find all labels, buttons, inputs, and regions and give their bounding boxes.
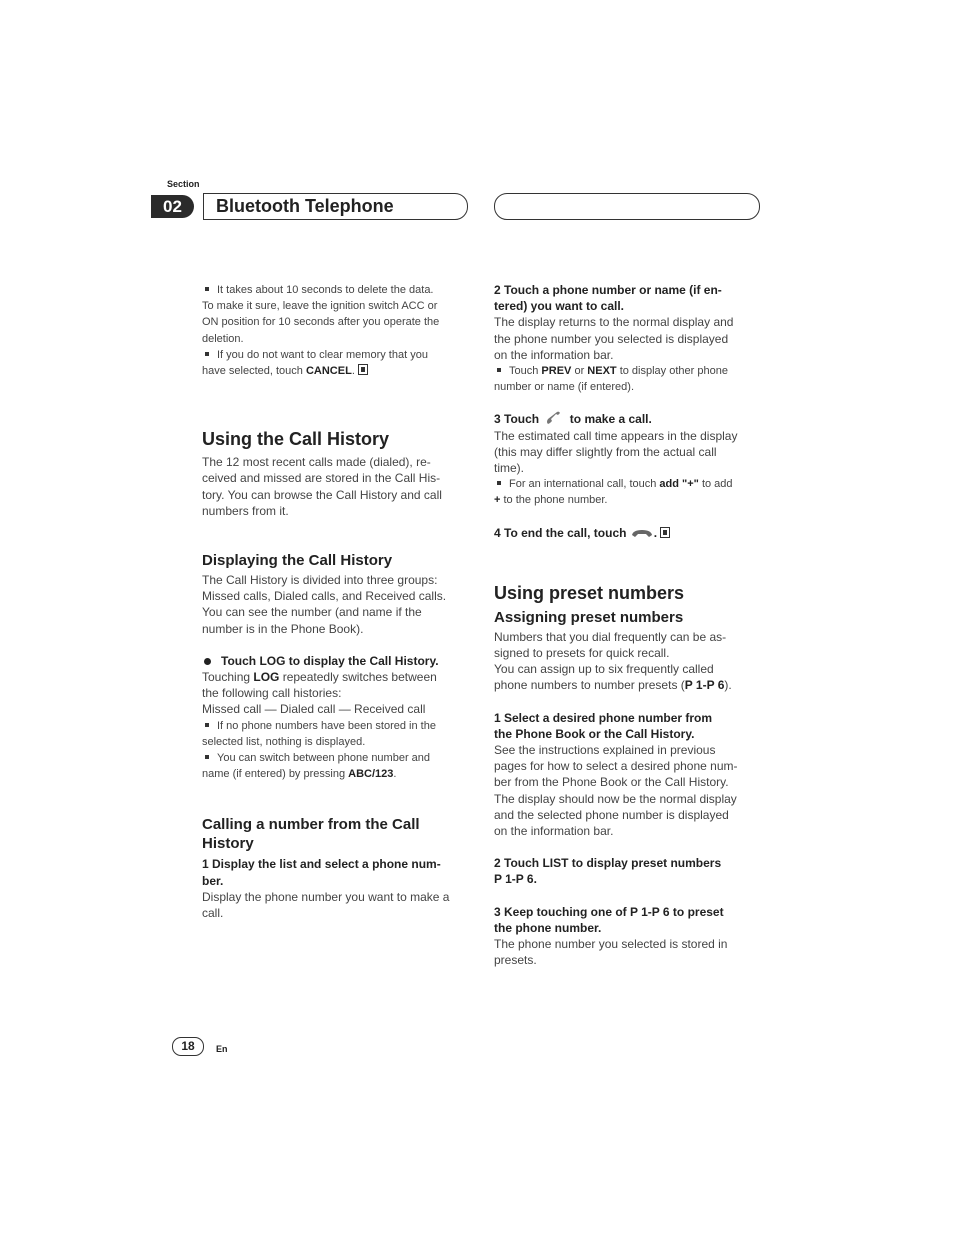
step-touch-log: Touch LOG to display the Call History. bbox=[202, 653, 470, 669]
preset-step-3: 3 Keep touching one of P 1-P 6 to preset bbox=[494, 904, 724, 919]
end-mark-icon bbox=[660, 527, 670, 538]
square-bullet-icon bbox=[205, 287, 209, 291]
paragraph-line: ber from the Phone Book or the Call History. bbox=[494, 775, 729, 790]
heading-displaying-call-history: Displaying the Call History bbox=[202, 552, 393, 570]
preset-step-2-cont: P 1-P 6. bbox=[494, 872, 537, 887]
note-text: + to the phone number. bbox=[494, 494, 608, 507]
paragraph-line: Missed call — Dialed call — Received call bbox=[202, 702, 426, 717]
left-column bbox=[202, 282, 470, 921]
paragraph-line: The display should now be the normal display bbox=[494, 791, 737, 806]
paragraph-line: number is in the Phone Book). bbox=[202, 621, 364, 636]
paragraph-line: Touching LOG repeatedly switches between bbox=[202, 670, 437, 685]
paragraph-line: The display returns to the normal display and bbox=[494, 315, 734, 330]
phone-off-hook-icon bbox=[545, 411, 563, 425]
step-2: 2 Touch a phone number or name (if en- bbox=[494, 283, 722, 297]
heading-calling-number-cont: History bbox=[202, 835, 254, 853]
paragraph-line: numbers from it. bbox=[202, 503, 289, 518]
header-right-box bbox=[494, 193, 760, 220]
note-text: deletion. bbox=[202, 332, 244, 345]
heading-using-preset-numbers: Using preset numbers bbox=[494, 582, 685, 603]
note-prev-next: Touch PREV or NEXT to display other phone bbox=[494, 363, 762, 379]
paragraph-line: the following call histories: bbox=[202, 686, 342, 701]
section-title: Bluetooth Telephone bbox=[216, 196, 394, 216]
step-2-cont: tered) you want to call. bbox=[494, 299, 625, 314]
note-cancel: If you do not want to clear memory that you bbox=[202, 347, 470, 363]
note-text: name (if entered) by pressing ABC/123. bbox=[202, 768, 397, 781]
paragraph-line: phone numbers to number presets (P 1-P 6). bbox=[494, 678, 732, 693]
square-bullet-icon bbox=[497, 368, 501, 372]
note-text: number or name (if entered). bbox=[494, 381, 635, 394]
paragraph-line: on the information bar. bbox=[494, 347, 614, 362]
square-bullet-icon bbox=[205, 723, 209, 727]
paragraph-line: the phone number you selected is displayed bbox=[494, 331, 729, 346]
preset-step-1-cont: the Phone Book or the Call History. bbox=[494, 726, 695, 741]
note-switch: You can switch between phone number and bbox=[202, 750, 470, 766]
paragraph-line: and the selected phone number is displayed bbox=[494, 807, 729, 822]
heading-using-call-history: Using the Call History bbox=[202, 429, 390, 450]
page-number: 18 bbox=[172, 1037, 204, 1056]
paragraph-line: The 12 most recent calls made (dialed), re- bbox=[202, 455, 431, 470]
square-bullet-icon bbox=[205, 755, 209, 759]
paragraph-line: The phone number you selected is stored in bbox=[494, 937, 728, 952]
note-international: For an international call, touch add "+" to add bbox=[494, 476, 762, 492]
step-4: 4 To end the call, touch . bbox=[494, 525, 762, 541]
square-bullet-icon bbox=[205, 352, 209, 356]
preset-step-1: 1 Select a desired phone number from bbox=[494, 710, 713, 725]
section-label: Section bbox=[167, 179, 200, 189]
paragraph-line: Numbers that you dial frequently can be as- bbox=[494, 629, 727, 644]
round-bullet-icon bbox=[204, 658, 211, 665]
paragraph-line: Missed calls, Dialed calls, and Received calls. bbox=[202, 589, 447, 604]
square-bullet-icon bbox=[497, 481, 501, 485]
paragraph-line: You can assign up to six frequently called bbox=[494, 662, 714, 677]
paragraph-line: The Call History is divided into three groups: bbox=[202, 573, 438, 588]
paragraph-line: (this may differ slightly from the actual call bbox=[494, 444, 717, 459]
step-3: 3 Touch to make a call. bbox=[494, 412, 652, 427]
step-1-cont: ber. bbox=[202, 873, 224, 888]
paragraph-line: See the instructions explained in previous bbox=[494, 743, 716, 758]
preset-step-2: 2 Touch LIST to display preset numbers bbox=[494, 856, 722, 871]
right-column bbox=[494, 282, 762, 969]
heading-assigning-preset-numbers: Assigning preset numbers bbox=[494, 608, 684, 626]
paragraph-line: pages for how to select a desired phone num- bbox=[494, 759, 738, 774]
paragraph-line: Display the phone number you want to make a bbox=[202, 889, 450, 904]
note-text: To make it sure, leave the ignition switch ACC or bbox=[202, 300, 438, 313]
step-1: 1 Display the list and select a phone num- bbox=[202, 857, 441, 872]
paragraph-line: tory. You can browse the Call History and call bbox=[202, 487, 442, 502]
language-label: En bbox=[216, 1044, 228, 1054]
note-delete-time: It takes about 10 seconds to delete the data. bbox=[202, 282, 470, 298]
paragraph-line: time). bbox=[494, 461, 524, 476]
paragraph-line: The estimated call time appears in the display bbox=[494, 428, 738, 443]
section-title-box bbox=[203, 193, 468, 220]
paragraph-line: on the information bar. bbox=[494, 824, 614, 839]
preset-step-3-cont: the phone number. bbox=[494, 920, 602, 935]
paragraph-line: presets. bbox=[494, 953, 537, 968]
paragraph-line: You can see the number (and name if the bbox=[202, 605, 422, 620]
paragraph-line: signed to presets for quick recall. bbox=[494, 646, 670, 661]
note-text: selected list, nothing is displayed. bbox=[202, 735, 366, 748]
paragraph-line: ceived and missed are stored in the Call His- bbox=[202, 471, 441, 486]
note-text: ON position for 10 seconds after you operate the bbox=[202, 316, 440, 329]
phone-hang-up-icon bbox=[631, 528, 653, 538]
note-no-numbers: If no phone numbers have been stored in the bbox=[202, 718, 470, 734]
heading-calling-number: Calling a number from the Call bbox=[202, 816, 420, 834]
note-text: have selected, touch CANCEL. bbox=[202, 363, 470, 379]
end-mark-icon bbox=[358, 364, 368, 375]
section-number: 02 bbox=[151, 195, 194, 218]
paragraph-line: call. bbox=[202, 906, 224, 921]
